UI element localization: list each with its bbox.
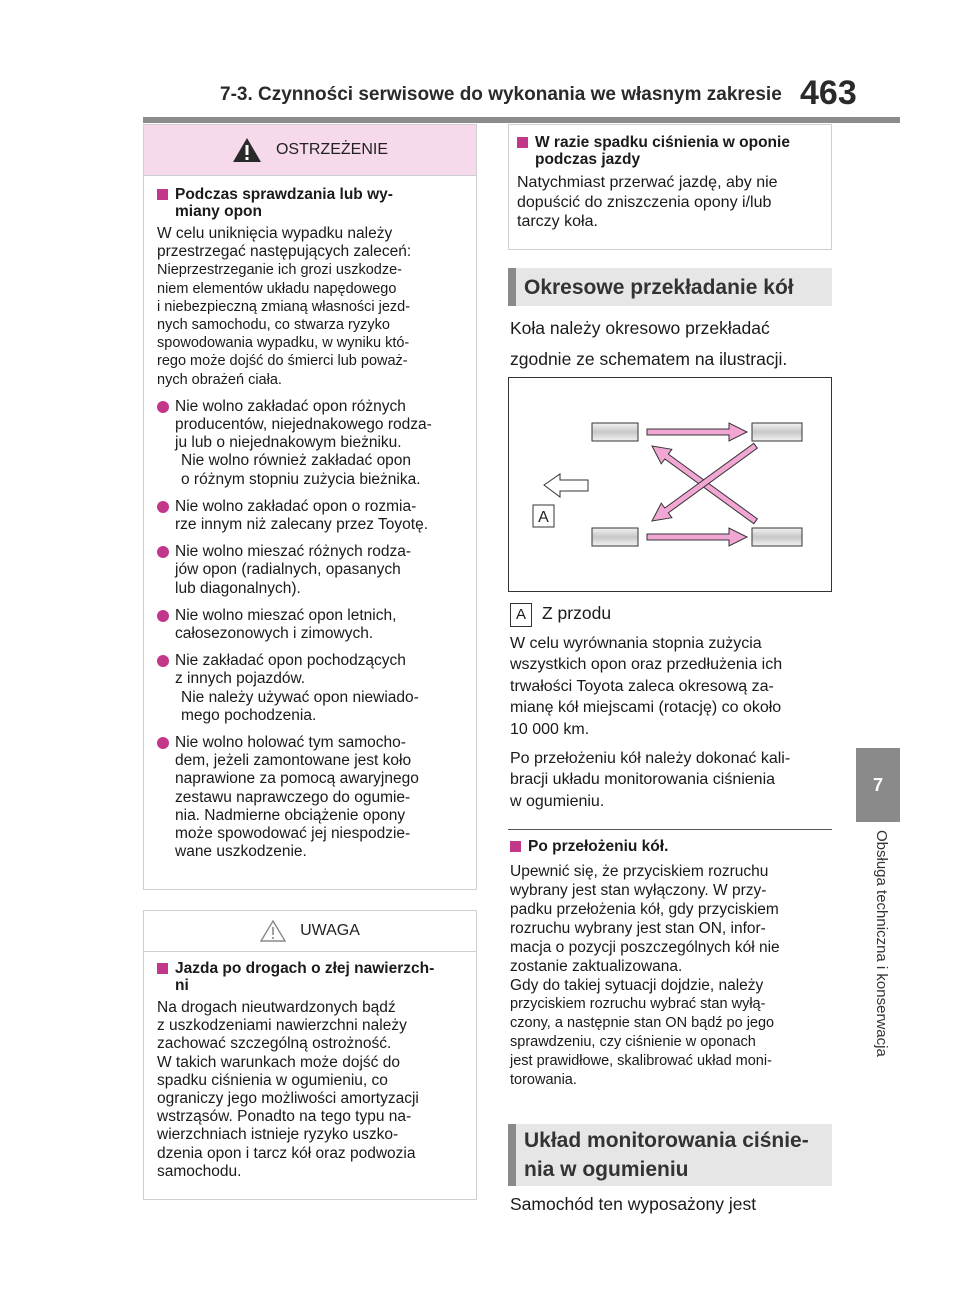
warning-box-header <box>144 125 476 176</box>
chapter-tab-label: Obsługa techniczna i konserwacja <box>873 830 890 1057</box>
bullet-dot-icon <box>157 610 169 622</box>
forward-direction-arrow <box>544 474 588 497</box>
warning-title: OSTRZEŻENIE <box>275 141 388 158</box>
notice-box <box>143 910 477 1200</box>
after-rotation-subhead: Po przełożeniu kół. <box>510 838 840 855</box>
tire-front-right <box>592 528 638 546</box>
pressure-drop-box <box>508 124 832 250</box>
warning-intro: W celu uniknięcia wypadku należy przestrzegać następujących zaleceń: Nieprzestrzeganie ich grozi uszkodze- niem elementów układu napędowego i niebezpieczną zmianą własności jezd- nych samochodu, co stwarza ryzyko spowodowania wypadku, w wyniku któ- rego może dojść do śmierci lub poważ- nych obrażeń ciała. <box>157 225 412 388</box>
warning-bullet: Nie wolno holować tym samocho- dem, jeżeli zamontowane jest koło naprawione za pomocą awaryjnego zestawu naprawczego do ogumie- nia. Nadmierne obciążenie opony może spowodować jej niespodzie- wane uszkodzenie. <box>157 734 468 861</box>
warning-bullet: Nie wolno mieszać opon letnich, całosezonowych i zimowych. <box>157 607 468 643</box>
after-rotation-note: Po przełożeniu kół. Upewnić się, że przyciskiem rozruchu wybrany jest stan wyłączony. W przy- padku przełożenia kół, gdy przyciskiem rozruchu wybrany jest stan ON, infor- macja o pozycji poszczególnych kół nie zostanie zaktualizowana. Gdy do takiej sytuacji dojdzie, należy przyciskiem rozruchu wybrać stan wyłą- czony, a następnie stan ON bądź po jego sprawdzeniu, czy ciśnienie w oponach jest prawidłowe, skalibrować układ moni- torowania. <box>510 838 840 1090</box>
rotation-arrow <box>647 423 747 441</box>
chapter-tab: 7 <box>856 748 900 822</box>
notice-subhead: Jazda po drogach o złej nawierzch- ni <box>157 960 468 994</box>
rotation-section-heading: Okresowe przekładanie kół <box>508 268 832 306</box>
tpms-intro: Samochód ten wyposażony jest <box>510 1194 757 1214</box>
diagram-label-a: A <box>538 509 549 526</box>
warning-subhead: Podczas sprawdzania lub wy- miany opon <box>157 186 468 220</box>
pressure-drop-subhead: W razie spadku ciśnienia w oponie podczas jazdy <box>517 134 823 168</box>
legend-text: Z przodu <box>542 603 612 623</box>
warning-triangle-icon <box>232 137 262 163</box>
rotation-intro: Koła należy okresowo przekładać zgodnie ze schematem na ilustracji. <box>510 318 788 369</box>
warning-bullet: Nie wolno mieszać różnych rodza- jów opon (radialnych, opasanych lub diagonalnych). <box>157 543 468 598</box>
notice-body: Na drogach nieutwardzonych bądź z uszkodzeniami nawierzchni należy zachować szczególną ostrożność. W takich warunkach może dojść do spadku ciśnienia w ogumieniu, co ograniczy jego możliwości amortyzacji wstrząsów. Ponadto na tego typu na- wierzchniach istnieje ryzyko uszko- dzenia opon i tarcz kół oraz podwozia samochodu. <box>157 999 419 1180</box>
tire-rear-right <box>752 528 802 546</box>
caution-triangle-icon <box>260 920 286 942</box>
rotation-arrow <box>647 528 747 546</box>
warning-bullet: Nie wolno zakładać opon o rozmia- rze innym niż zalecany przez Toyotę. <box>157 498 468 534</box>
page-number: 463 <box>800 74 857 112</box>
tire-rotation-diagram <box>508 377 832 592</box>
tire-rear-left <box>752 423 802 441</box>
header-rule <box>143 117 900 123</box>
tire-rotation-svg <box>509 378 831 591</box>
tire-front-left <box>592 423 638 441</box>
rotation-paragraph-1: W celu wyrównania stopnia zużycia wszystkich opon oraz przedłużenia ich trwałości Toyota zaleca okresową za- mianę kół miejscami (rotację) co około 10 000 km. <box>510 635 783 738</box>
chapter-title: 7-3. Czynności serwisowe do wykonania we własnym zakresie <box>220 84 782 105</box>
notice-box-header <box>144 911 476 952</box>
diagram-legend <box>510 601 611 627</box>
pressure-drop-body: Natychmiast przerwać jazdę, aby nie dopuścić do zniszczenia opony i/lub tarczy koła. <box>517 174 778 230</box>
bullet-dot-icon <box>157 737 169 749</box>
notice-title: UWAGA <box>300 922 360 939</box>
legend-key-a: A <box>510 603 532 627</box>
tpms-section-heading: Układ monitorowania ciśnie- nia w ogumieniu <box>508 1124 832 1186</box>
warning-box <box>143 124 477 890</box>
section-divider <box>508 829 832 830</box>
bullet-dot-icon <box>157 546 169 558</box>
bullet-dot-icon <box>157 501 169 513</box>
rotation-paragraph-2: Po przełożeniu kół należy dokonać kali- bracji układu monitorowania ciśnienia w ogumieniu. <box>510 750 791 810</box>
bullet-dot-icon <box>157 401 169 413</box>
bullet-dot-icon <box>157 655 169 667</box>
warning-bullet: Nie wolno zakładać opon różnych producentów, niejednakowego rodza- ju lub o niejednakowym bieżniku. Nie wolno również zakładać opon o różnym stopniu zużycia bieżnika. <box>157 398 468 489</box>
warning-bullet: Nie zakładać opon pochodzących z innych pojazdów. Nie należy używać opon niewiado- mego pochodzenia. <box>157 652 468 725</box>
